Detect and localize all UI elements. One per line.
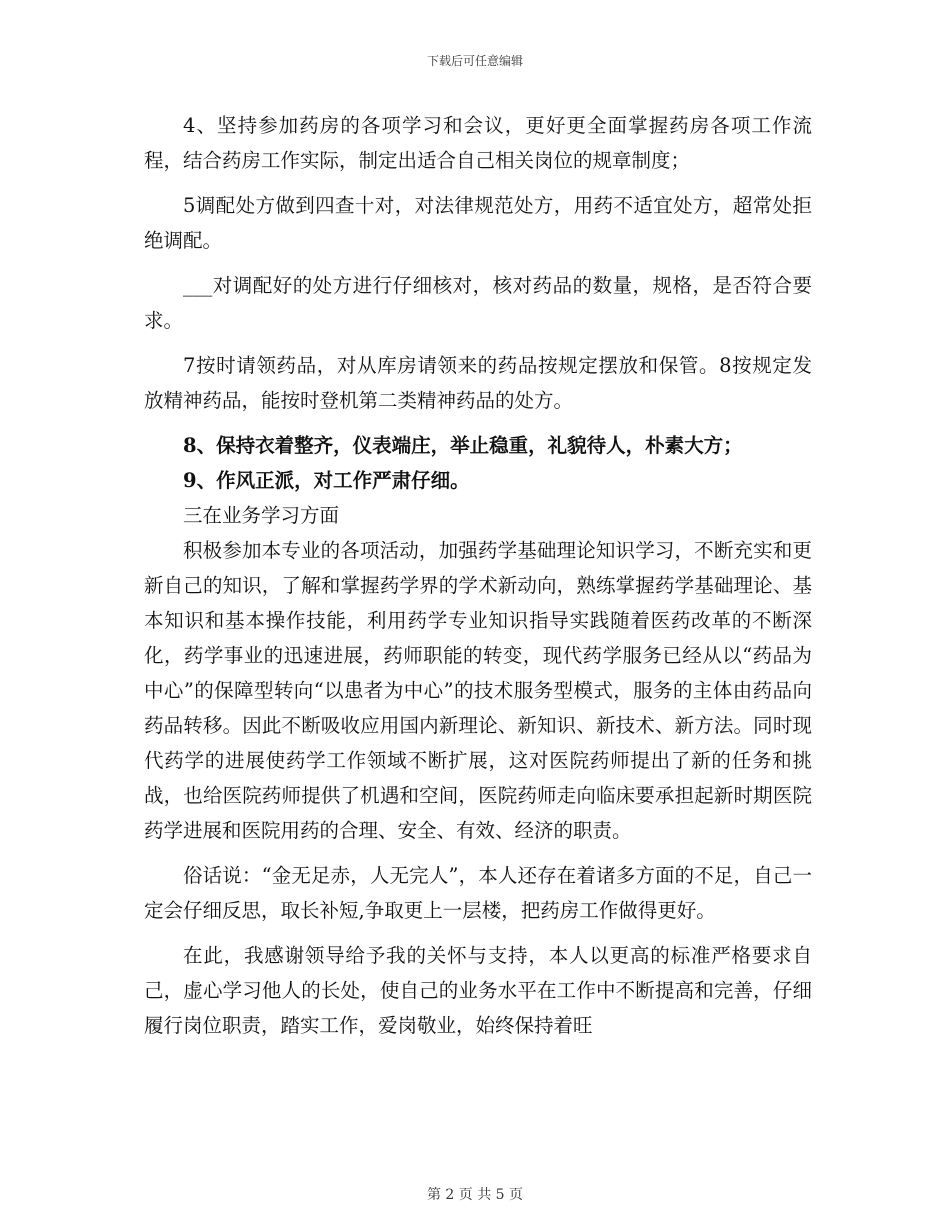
paragraph-item-9: 9、作风正派，对工作严肃仔细。 (183, 469, 470, 492)
section-heading: 三在业务学习方面 (183, 504, 340, 527)
paragraph-thanks: 在此，我感谢领导给予我的关怀与支持，本人以更高的标准严格要求自己，虚心学习他人的长处，使自己的业务水平在工作中不断提高和完善，仔细履行岗位职责，踏实工作，爱岗敬业，始终保持着旺 (144, 944, 812, 1037)
paragraph-item-4: 4、坚持参加药房的各项学习和会议，更好更全面掌握药房各项工作流程，结合药房工作实际，制定出适合自己相关岗位的规章制度； (144, 114, 812, 172)
document-body (144, 108, 812, 1043)
paragraph-item-6: ___对调配好的处方进行仔细核对，核对药品的数量，规格，是否符合要求。 (144, 274, 812, 332)
paragraph-item-8: 8、保持衣着整齐，仪表端庄，举止稳重，礼貌待人，朴素大方； (183, 434, 743, 457)
paragraph-item-5: 5调配处方做到四查十对，对法律规范处方，用药不适宜处方，超常处拒绝调配。 (144, 194, 812, 252)
paragraph-study: 积极参加本专业的各项活动，加强药学基础理论知识学习，不断充实和更新自己的知识，了解和掌握药学界的学术新动向，熟练掌握药学基础理论、基本知识和基本操作技能，利用药学专业知识指导实践随着医药改革的不断深化，药学事业的迅速进展，药师职能的转变，现代药学服务已经从以“药品为中心”的保障型转向“以患者为中心”的技术服务型模式，服务的主体由药品向药品转移。因此不断吸收应用国内新理论、新知识、新技术、新方法。同时现代药学的进展使药学工作领域不断扩展，这对医院药师提出了新的任务和挑战，也给医院药师提供了机遇和空间，医院药师走向临床要承担起新时期医院药学进展和医院用药的合理、安全、有效、经济的职责。 (144, 539, 812, 842)
page-footer: 第 2 页 共 5 页 (426, 1187, 524, 1203)
page-header: 下载后可任意编辑 (426, 54, 523, 68)
paragraph-proverb: 俗话说：“金无足赤，人无完人”，本人还存在着诸多方面的不足，自己一定会仔细反思，取长补短,争取更上一层楼，把药房工作做得更好。 (144, 864, 812, 922)
paragraph-item-7: 7按时请领药品，对从库房请领来的药品按规定摆放和保管。8按规定发放精神药品，能按时登机第二类精神药品的处方。 (144, 354, 812, 412)
